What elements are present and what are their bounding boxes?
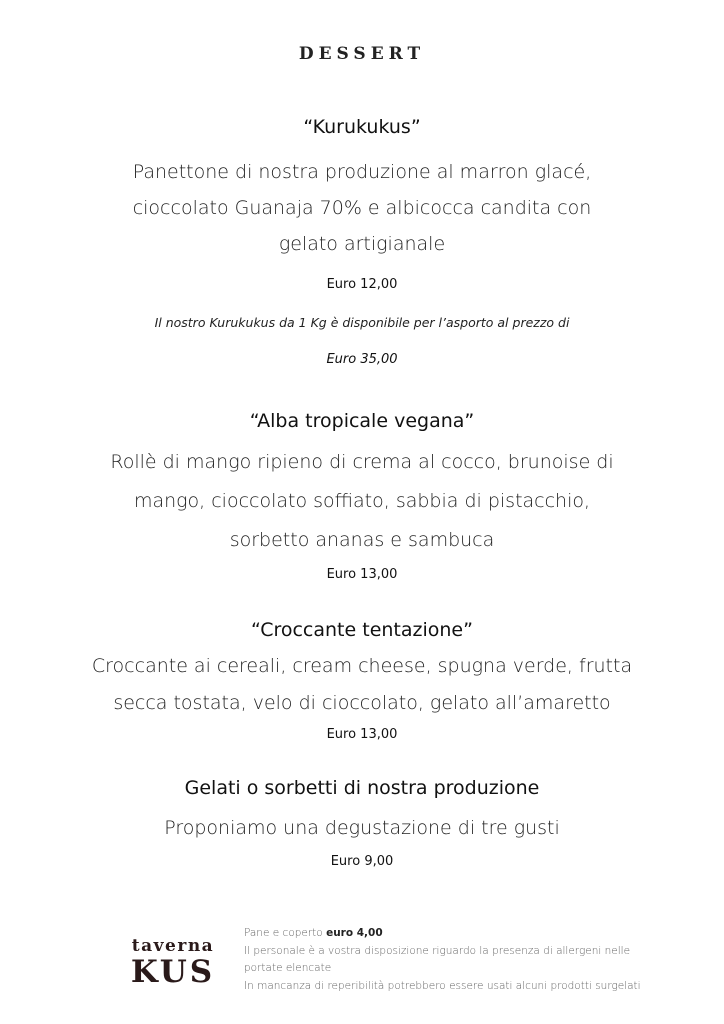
dish-price: Euro 9,00 (330, 854, 394, 869)
cover-price: euro 4,00 (326, 927, 383, 939)
taverna-kus-logo (128, 936, 218, 988)
dish-name-gelati: Gelati o sorbetti di nostra produzione (184, 777, 540, 799)
logo-top-text: taverna (131, 936, 215, 956)
dish-name-croccante: “Croccante tentazione” (251, 619, 473, 641)
dish-price: Euro 12,00 (326, 277, 398, 292)
logo-bottom-text: KUS (130, 954, 216, 990)
cover-charge: Pane e coperto euro 4,00 (244, 927, 383, 939)
dish-price: Euro 13,00 (326, 727, 398, 742)
dish-description-line: secca tostata, velo di cioccolato, gelato all’amaretto (113, 692, 611, 714)
dish-description-line: cioccolato Guanaja 70% e albicocca candita con (132, 197, 592, 219)
takeaway-note: Il nostro Kurukukus da 1 Kg è disponibile per l’asporto al prezzo di (154, 315, 570, 330)
dish-description-line: mango, cioccolato soffiato, sabbia di pistacchio, (133, 490, 591, 512)
footer-notes (244, 925, 704, 995)
dish-price: Euro 13,00 (326, 567, 398, 582)
frozen-products-note: In mancanza di reperibilità potrebbero essere usati alcuni prodotti surgelati (244, 979, 641, 992)
dish-name-kurukukus: “Kurukukus” (303, 116, 421, 138)
dish-description-line: Croccante ai cereali, cream cheese, spugna verde, frutta (91, 655, 633, 677)
dish-name-alba-tropicale: “Alba tropicale vegana” (249, 410, 475, 432)
allergen-note: Il personale è a vostra disposizione riguardo la presenza di allergeni nelle (244, 944, 631, 957)
allergen-note-cont: portate elencate (244, 962, 332, 974)
takeaway-price: Euro 35,00 (326, 352, 398, 367)
page-title: DESSERT (298, 44, 426, 64)
dish-description-line: Proponiamo una degustazione di tre gusti (164, 817, 560, 839)
dish-description-line: Rollè di mango ripieno di crema al cocco, brunoise di (110, 451, 614, 473)
dish-description-line: sorbetto ananas e sambuca (229, 529, 495, 551)
dish-description-line: gelato artigianale (278, 233, 446, 255)
dish-description-line: Panettone di nostra produzione al marron glacé, (132, 161, 592, 183)
